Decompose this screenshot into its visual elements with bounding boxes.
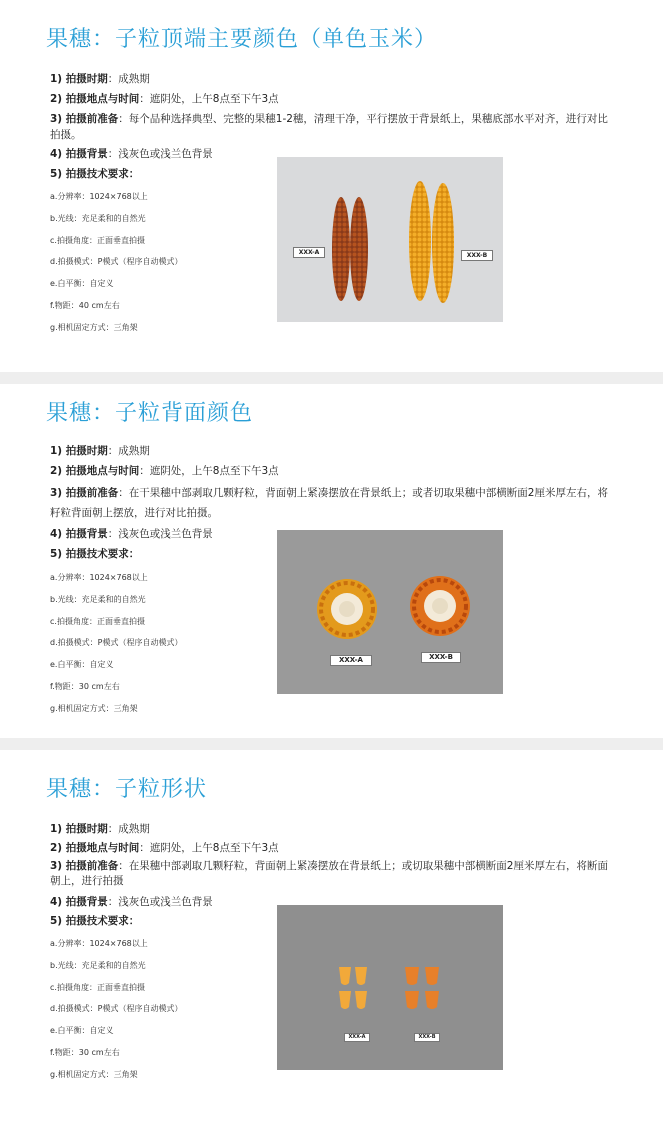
item-period: 1) 拍摄时期：成熟期 [50,445,150,457]
section-kernel-back-color [0,384,663,738]
item-period: 1) 拍摄时期：成熟期 [50,823,150,835]
label-a: XXX-A [344,1033,370,1042]
item-tech-requirements: 5) 拍摄技术要求： [50,915,140,927]
corn-kernels-photo [277,905,503,1070]
item-background: 4) 拍摄背景：浅灰色或浅兰色背景 [50,148,213,160]
spec-resolution: a.分辨率：1024×768以上 [50,939,148,948]
corn-ears-photo [277,157,503,322]
item-preparation: 3) 拍摄前准备：每个品种选择典型、完整的果穗1-2穗，清理干净，平行摆放于背景纸上，果穗底部水平对齐，进行对比拍摄。 [50,113,608,141]
section-kernel-shape [0,750,663,1128]
corn-cross-section-photo [277,530,503,694]
label-b: XXX-B [461,250,493,261]
spec-mount: g.相机固定方式：三角架 [50,704,138,713]
item-period: 1) 拍摄时期：成熟期 [50,73,150,85]
item-location-time: 2) 拍摄地点与时间：遮阴处，上午8点至下午3点 [50,93,279,105]
spec-light: b.光线：充足柔和的自然光 [50,961,146,970]
spec-angle: c.拍摄角度：正面垂直拍摄 [50,983,145,992]
corn-ears-image [277,157,503,322]
item-tech-requirements: 5) 拍摄技术要求： [50,548,140,560]
label-a: XXX-A [330,655,372,666]
spec-mode: d.拍摄模式：P模式（程序自动模式） [50,257,183,266]
spec-mode: d.拍摄模式：P模式（程序自动模式） [50,1004,183,1013]
spec-white-balance: e.白平衡：自定义 [50,1026,114,1035]
item-preparation: 3) 拍摄前准备：在干果穗中部剥取几颗籽粒，背面朝上紧凑摆放在背景纸上；或者切取果穗中部横断面2厘米厚左右，将籽粒背面朝上摆放，进行对比拍摄。 [50,487,608,519]
item-background: 4) 拍摄背景：浅灰色或浅兰色背景 [50,528,213,540]
section-divider [0,372,663,384]
section-title: 果穗：子粒形状 [46,777,208,802]
item-location-time: 2) 拍摄地点与时间：遮阴处，上午8点至下午3点 [50,465,279,477]
spec-resolution: a.分辨率：1024×768以上 [50,192,148,201]
spec-white-balance: e.白平衡：自定义 [50,279,114,288]
section-divider [0,738,663,750]
spec-distance: f.物距：30 cm左右 [50,682,120,691]
item-preparation: 3) 拍摄前准备：在果穗中部剥取几颗籽粒，背面朝上紧凑摆放在背景纸上；或切取果穗中部横断面2厘米厚左右，将断面朝上，进行拍摄 [50,860,608,887]
cross-section-image [277,530,503,694]
label-b: XXX-B [414,1033,440,1042]
spec-resolution: a.分辨率：1024×768以上 [50,573,148,582]
spec-light: b.光线：充足柔和的自然光 [50,595,146,604]
section-title: 果穗：子粒背面颜色 [46,401,254,426]
spec-mount: g.相机固定方式：三角架 [50,323,138,332]
label-a: XXX-A [293,247,325,258]
label-b: XXX-B [421,652,461,663]
spec-mount: g.相机固定方式：三角架 [50,1070,138,1079]
spec-white-balance: e.白平衡：自定义 [50,660,114,669]
item-location-time: 2) 拍摄地点与时间：遮阴处，上午8点至下午3点 [50,842,279,854]
section-kernel-top-color [0,0,663,372]
spec-distance: f.物距：40 cm左右 [50,301,120,310]
spec-mode: d.拍摄模式：P模式（程序自动模式） [50,638,183,647]
spec-angle: c.拍摄角度：正面垂直拍摄 [50,236,145,245]
item-background: 4) 拍摄背景：浅灰色或浅兰色背景 [50,896,213,908]
item-tech-requirements: 5) 拍摄技术要求： [50,168,140,180]
section-title: 果穗：子粒顶端主要颜色（单色玉米） [46,27,438,52]
spec-light: b.光线：充足柔和的自然光 [50,214,146,223]
spec-distance: f.物距：30 cm左右 [50,1048,120,1057]
spec-angle: c.拍摄角度：正面垂直拍摄 [50,617,145,626]
kernels-image [277,905,503,1070]
